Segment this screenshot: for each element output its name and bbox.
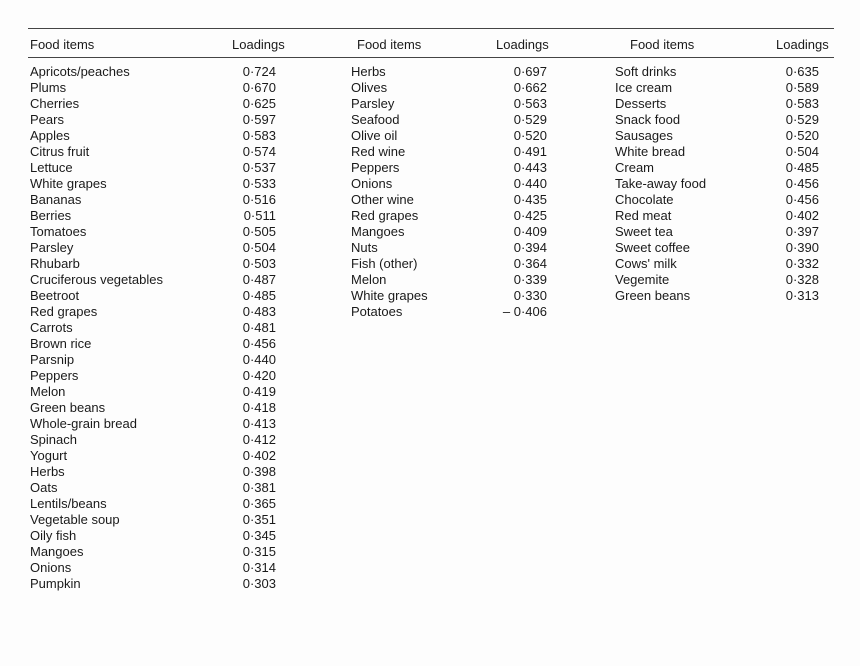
header-loadings: Loadings bbox=[496, 37, 549, 52]
food-item-name: Olive oil bbox=[351, 128, 398, 143]
loading-value: 0·420 bbox=[242, 368, 276, 383]
loading-value: 0·381 bbox=[242, 480, 276, 495]
loading-value: 0·589 bbox=[785, 80, 819, 95]
food-item-name: Parsley bbox=[351, 96, 395, 111]
food-item-name: Melon bbox=[30, 384, 66, 399]
food-item-name: Cream bbox=[615, 160, 655, 175]
loading-value: 0·520 bbox=[785, 128, 819, 143]
loading-value: 0·435 bbox=[513, 192, 547, 207]
loading-value: 0·483 bbox=[242, 304, 276, 319]
food-item-name: Lentils/beans bbox=[30, 496, 107, 511]
food-item-name: Red wine bbox=[351, 144, 406, 159]
loading-value: 0·481 bbox=[242, 320, 276, 335]
food-item-name: Berries bbox=[30, 208, 72, 223]
loading-value: 0·351 bbox=[242, 512, 276, 527]
loading-value: 0·397 bbox=[785, 224, 819, 239]
loading-value: 0·533 bbox=[242, 176, 276, 191]
loading-value: 0·365 bbox=[242, 496, 276, 511]
loading-value: 0·529 bbox=[513, 112, 547, 127]
food-item-name: Sweet tea bbox=[615, 224, 673, 239]
header-loadings: Loadings bbox=[232, 37, 285, 52]
food-item-name: Peppers bbox=[30, 368, 79, 383]
food-item-name: Yogurt bbox=[30, 448, 68, 463]
food-item-name: Cruciferous vegetables bbox=[30, 272, 163, 287]
header-food-items: Food items bbox=[30, 37, 95, 52]
food-item-name: Brown rice bbox=[30, 336, 92, 351]
food-item-name: Cows' milk bbox=[615, 256, 677, 271]
food-item-name: White bread bbox=[615, 144, 686, 159]
food-item-name: White grapes bbox=[30, 176, 107, 191]
loading-value: 0·313 bbox=[785, 288, 819, 303]
food-item-name: Mangoes bbox=[30, 544, 84, 559]
loading-value: 0·516 bbox=[242, 192, 276, 207]
food-item-name: Carrots bbox=[30, 320, 73, 335]
food-item-name: Beetroot bbox=[30, 288, 80, 303]
loading-value: 0·583 bbox=[785, 96, 819, 111]
loading-value: 0·332 bbox=[785, 256, 819, 271]
loading-value: 0·597 bbox=[242, 112, 276, 127]
loading-value: 0·563 bbox=[513, 96, 547, 111]
food-item-name: Herbs bbox=[30, 464, 65, 479]
food-item-name: Apricots/peaches bbox=[30, 64, 130, 79]
food-item-name: Onions bbox=[351, 176, 393, 191]
food-item-name: Oily fish bbox=[30, 528, 77, 543]
loading-value: 0·364 bbox=[513, 256, 547, 271]
food-item-name: Snack food bbox=[615, 112, 681, 127]
loading-value: 0·529 bbox=[785, 112, 819, 127]
food-item-name: Soft drinks bbox=[615, 64, 677, 79]
food-item-name: Red grapes bbox=[30, 304, 98, 319]
loading-value: 0·537 bbox=[242, 160, 276, 175]
loading-value: 0·485 bbox=[242, 288, 276, 303]
food-item-name: Red grapes bbox=[351, 208, 419, 223]
food-item-name: Parsley bbox=[30, 240, 74, 255]
loading-value: 0·504 bbox=[242, 240, 276, 255]
loading-value: 0·456 bbox=[242, 336, 276, 351]
food-item-name: Melon bbox=[351, 272, 387, 287]
food-item-name: Bananas bbox=[30, 192, 82, 207]
food-item-name: Citrus fruit bbox=[30, 144, 90, 159]
food-item-name: Sweet coffee bbox=[615, 240, 690, 255]
food-item-name: Rhubarb bbox=[30, 256, 80, 271]
food-item-name: Mangoes bbox=[351, 224, 405, 239]
loading-value: 0·412 bbox=[242, 432, 276, 447]
loading-value: 0·491 bbox=[513, 144, 547, 159]
loading-value: 0·504 bbox=[785, 144, 819, 159]
loading-value: 0·390 bbox=[785, 240, 819, 255]
loading-value: 0·330 bbox=[513, 288, 547, 303]
loading-value: 0·662 bbox=[513, 80, 547, 95]
loading-value: 0·413 bbox=[242, 416, 276, 431]
food-item-name: Red meat bbox=[615, 208, 672, 223]
food-item-name: Potatoes bbox=[351, 304, 403, 319]
loading-value: 0·418 bbox=[242, 400, 276, 415]
loading-value: 0·456 bbox=[785, 176, 819, 191]
food-item-name: Spinach bbox=[30, 432, 77, 447]
loading-value: 0·345 bbox=[242, 528, 276, 543]
food-item-name: Herbs bbox=[351, 64, 386, 79]
loading-value: 0·328 bbox=[785, 272, 819, 287]
header-food-items: Food items bbox=[357, 37, 422, 52]
food-item-name: Chocolate bbox=[615, 192, 674, 207]
food-item-name: Pumpkin bbox=[30, 576, 81, 591]
loading-value: 0·394 bbox=[513, 240, 547, 255]
food-item-name: Tomatoes bbox=[30, 224, 87, 239]
food-item-name: Plums bbox=[30, 80, 67, 95]
loading-value: 0·574 bbox=[242, 144, 276, 159]
food-item-name: Lettuce bbox=[30, 160, 73, 175]
loading-value: 0·443 bbox=[513, 160, 547, 175]
loading-value: 0·314 bbox=[242, 560, 276, 575]
food-item-name: Green beans bbox=[30, 400, 106, 415]
loading-value: 0·398 bbox=[242, 464, 276, 479]
loading-value: 0·635 bbox=[785, 64, 819, 79]
loading-value: 0·485 bbox=[785, 160, 819, 175]
food-item-name: White grapes bbox=[351, 288, 428, 303]
loading-value: 0·303 bbox=[242, 576, 276, 591]
food-item-name: Take-away food bbox=[615, 176, 707, 191]
loading-value: 0·339 bbox=[513, 272, 547, 287]
loading-value: 0·697 bbox=[513, 64, 547, 79]
food-item-name: Peppers bbox=[351, 160, 400, 175]
loading-value: 0·520 bbox=[513, 128, 547, 143]
loading-value: 0·487 bbox=[242, 272, 276, 287]
food-item-name: Seafood bbox=[351, 112, 400, 127]
loading-value: 0·402 bbox=[242, 448, 276, 463]
loading-value: 0·505 bbox=[242, 224, 276, 239]
food-item-name: Whole-grain bread bbox=[30, 416, 137, 431]
loading-value: 0·440 bbox=[242, 352, 276, 367]
table-top-rule bbox=[28, 28, 834, 29]
loading-value: 0·724 bbox=[242, 64, 276, 79]
loading-value: 0·440 bbox=[513, 176, 547, 191]
loading-value: 0·583 bbox=[242, 128, 276, 143]
header-loadings: Loadings bbox=[776, 37, 829, 52]
loading-value: 0·456 bbox=[785, 192, 819, 207]
loading-value: 0·315 bbox=[242, 544, 276, 559]
food-item-name: Cherries bbox=[30, 96, 80, 111]
food-item-name: Olives bbox=[351, 80, 388, 95]
food-item-name: Vegemite bbox=[615, 272, 670, 287]
food-item-name: Ice cream bbox=[615, 80, 673, 95]
food-item-name: Onions bbox=[30, 560, 72, 575]
loading-value: 0·419 bbox=[242, 384, 276, 399]
food-item-name: Apples bbox=[30, 128, 70, 143]
loading-value: 0·625 bbox=[242, 96, 276, 111]
loading-value: 0·409 bbox=[513, 224, 547, 239]
food-item-name: Oats bbox=[30, 480, 58, 495]
loading-value: – 0·406 bbox=[502, 304, 547, 319]
food-item-name: Green beans bbox=[615, 288, 691, 303]
loading-value: 0·503 bbox=[242, 256, 276, 271]
food-item-name: Fish (other) bbox=[351, 256, 418, 271]
food-item-name: Parsnip bbox=[30, 352, 75, 367]
food-item-name: Pears bbox=[30, 112, 64, 127]
table-header-rule bbox=[28, 57, 834, 58]
food-item-name: Vegetable soup bbox=[30, 512, 120, 527]
header-food-items: Food items bbox=[630, 37, 695, 52]
food-item-name: Other wine bbox=[351, 192, 414, 207]
loading-value: 0·425 bbox=[513, 208, 547, 223]
loading-value: 0·402 bbox=[785, 208, 819, 223]
food-item-name: Nuts bbox=[351, 240, 378, 255]
food-item-name: Sausages bbox=[615, 128, 673, 143]
food-item-name: Desserts bbox=[615, 96, 667, 111]
loading-value: 0·511 bbox=[243, 208, 276, 223]
loading-value: 0·670 bbox=[242, 80, 276, 95]
